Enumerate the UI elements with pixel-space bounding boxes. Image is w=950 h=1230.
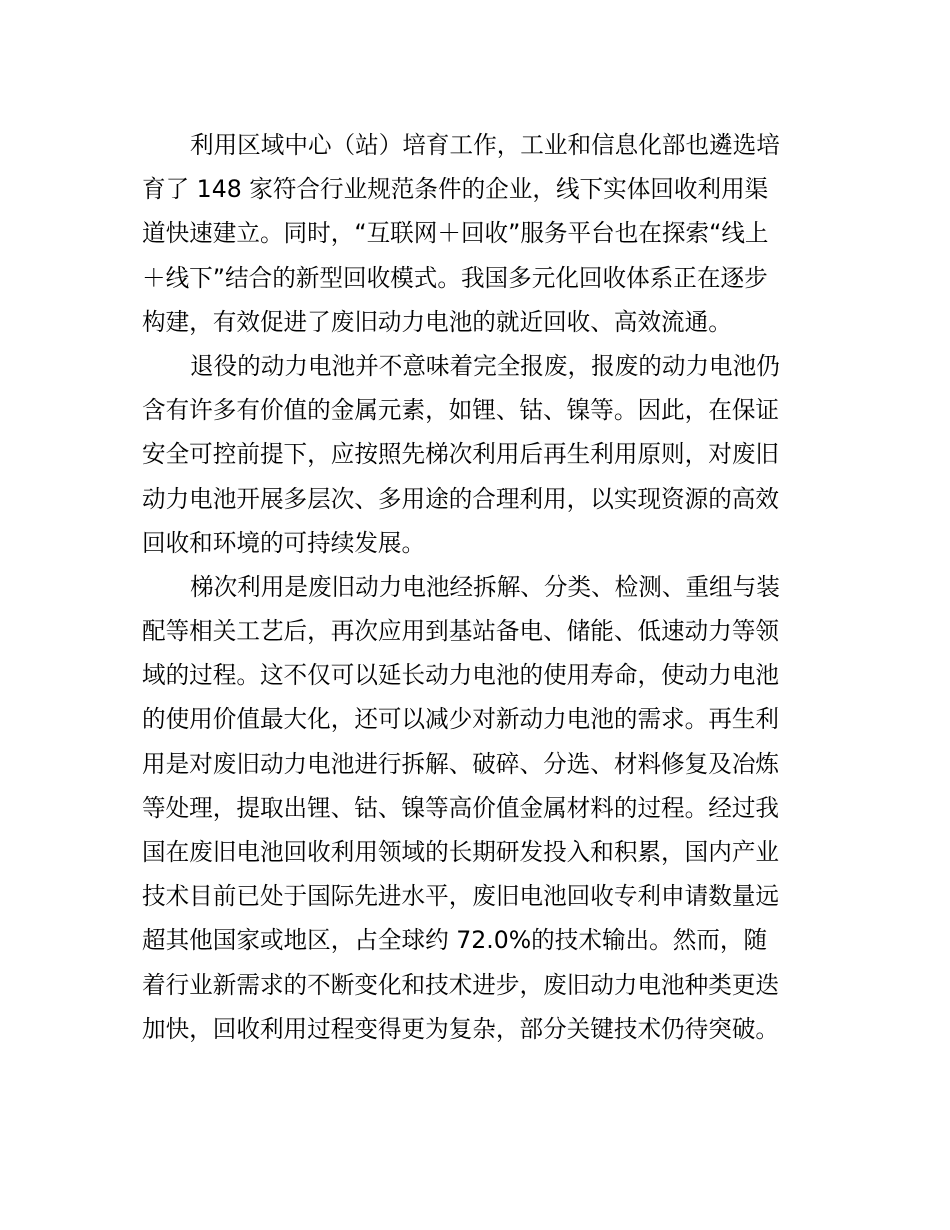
text-line: 构建，有效促进了废旧动力电池的就近回收、高效流通。 bbox=[142, 307, 732, 336]
text-line: 育了 148 家符合行业规范条件的企业，线下实体回收利用渠 bbox=[142, 175, 769, 204]
text-line: 梯次利用是废旧动力电池经拆解、分类、检测、重组与装 bbox=[190, 572, 780, 601]
paragraph-cascade-utilization bbox=[142, 565, 814, 1051]
text-line: 用是对废旧动力电池进行拆解、破碎、分选、材料修复及冶炼 bbox=[142, 749, 780, 778]
text-line: 等处理，提取出锂、钴、镍等高价值金属材料的过程。经过我 bbox=[142, 793, 780, 822]
paragraph-retired-batteries bbox=[142, 344, 814, 565]
text-line: 国在废旧电池回收利用领域的长期研发投入和积累，国内产业 bbox=[142, 838, 780, 866]
text-line: 含有许多有价值的金属元素，如锂、钴、镍等。因此，在保证 bbox=[142, 396, 780, 425]
text-line: 超其他国家或地区，占全球约 72.0%的技术输出。然而，随 bbox=[142, 926, 768, 955]
text-line: 安全可控前提下，应按照先梯次利用后再生利用原则，对废旧 bbox=[142, 440, 780, 469]
text-line: 域的过程。这不仅可以延长动力电池的使用寿命，使动力电池 bbox=[142, 661, 780, 690]
paragraph-recycling-system bbox=[142, 123, 814, 344]
text-line: 道快速建立。同时，“互联网＋回收”服务平台也在探索“线上 bbox=[142, 219, 769, 248]
text-line: ＋线下”结合的新型回收模式。我国多元化回收体系正在逐步 bbox=[142, 263, 768, 292]
document-page bbox=[142, 123, 814, 1051]
text-line: 加快，回收利用过程变得更为复杂，部分关键技术仍待突破。 bbox=[142, 1014, 780, 1043]
text-line: 技术目前已处于国际先进水平，废旧电池回收专利申请数量远 bbox=[142, 882, 780, 911]
text-line: 回收和环境的可持续发展。 bbox=[142, 528, 426, 557]
text-line: 着行业新需求的不断变化和技术进步，废旧动力电池种类更迭 bbox=[142, 970, 780, 999]
text-line: 配等相关工艺后，再次应用到基站备电、储能、低速动力等领 bbox=[142, 617, 780, 646]
text-line: 动力电池开展多层次、多用途的合理利用，以实现资源的高效 bbox=[142, 484, 780, 513]
text-line: 利用区域中心（站）培育工作，工业和信息化部也遴选培 bbox=[190, 131, 780, 159]
text-line: 退役的动力电池并不意味着完全报废，报废的动力电池仍 bbox=[190, 351, 780, 380]
text-line: 的使用价值最大化，还可以减少对新动力电池的需求。再生利 bbox=[142, 705, 780, 734]
